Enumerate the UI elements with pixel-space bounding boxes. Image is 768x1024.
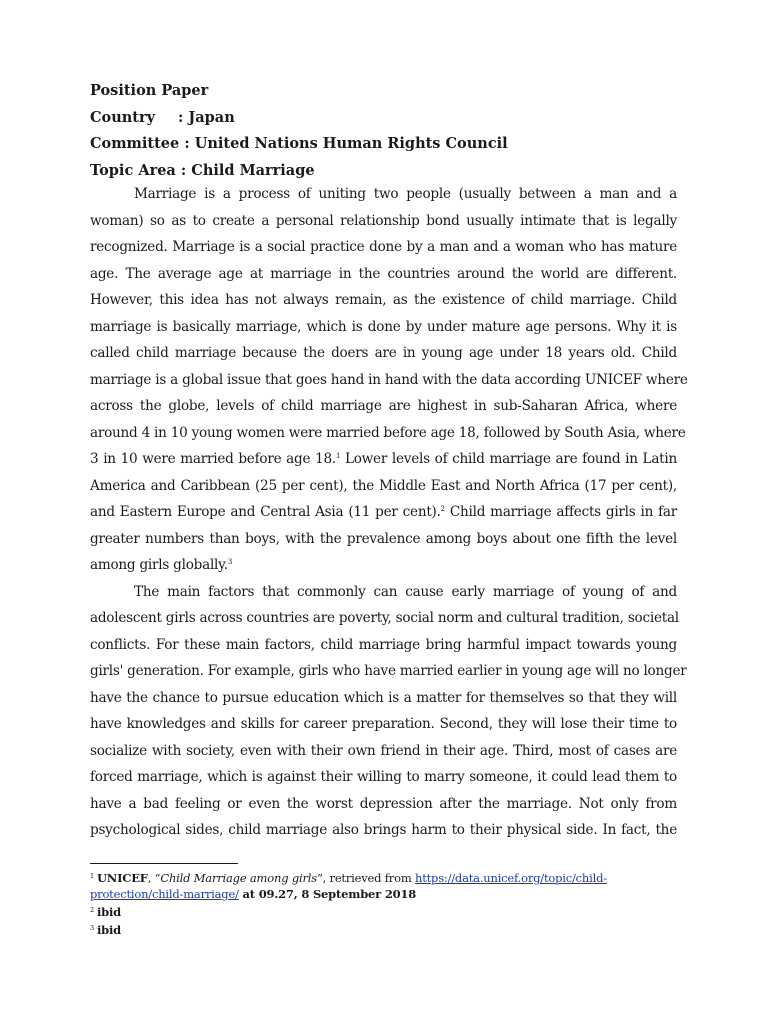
footnote-number: 1 [90,872,94,880]
committee-value: : United Nations Human Rights Council [179,135,508,152]
footnote-date: at 09.27, 8 September 2018 [238,887,417,901]
paper-header [90,78,690,184]
footnotes [90,868,690,938]
footnote-title: Child Marriage among girls [160,871,317,885]
footnote-text: ibid [96,905,121,919]
footnote-1-cont [90,886,690,902]
body-line [90,499,677,526]
footnote-ref[interactable]: 3 [227,558,233,566]
topic-label: Topic Area [90,161,176,179]
body-line: have the chance to pursue education which is a matter for themselves so that they will [90,689,677,706]
body-text: Lower levels of child marriage are found in Latin [340,451,677,467]
body-line: called child marriage because the doers are in young age under 18 years old. Child [90,345,677,361]
country-value: : Japan [178,108,235,126]
footnote-number: 3 [90,924,94,932]
footnote-ref[interactable]: 2 [440,505,445,513]
country-label: Country [90,108,156,126]
paper-title: Position Paper [90,82,209,99]
body-line: However, this idea has not always remain, as the existence of child marriage. Child [90,292,677,308]
committee-label: Committee [90,135,180,152]
body-line: have a bad feeling or even the worst depression after the marriage. Not only from [90,795,677,812]
body-line: woman) so as to create a personal relationship bond usually intimate that is legally [90,212,677,229]
footnote-ref[interactable]: 1 [335,452,341,460]
body-line: recognized. Marriage is a social practice done by a man and a woman who has mature [90,239,677,255]
footnote-link[interactable]: https://data.unicef.org/topic/child- [415,871,607,885]
footnote-number: 2 [90,906,94,914]
body-line: Marriage is a process of uniting two people (usually between a man and a [134,186,677,202]
body-line: psychological sides, child marriage also brings harm to their physical side. In fact, the [90,822,677,838]
footnote-text: ibid [96,923,121,937]
body-line: across the globe, levels of child marriage are highest in sub-Saharan Africa, where [90,398,677,414]
committee-row [90,131,690,158]
body-text: and Eastern Europe and Central Asia (11 per cent). [90,504,441,520]
body-text: 3 in 10 were married before age 18. [90,451,336,467]
body-line: around 4 in 10 young women were married before age 18, followed by South Asia, where [90,424,686,441]
body-line [90,552,677,579]
body-line: socialize with society, even with their own friend in their age. Third, most of cases are [90,742,677,759]
body-line [90,446,677,473]
body-line: marriage is a global issue that goes hand in hand with the data according UNICEF where [90,371,688,388]
body-line: The main factors that commonly can cause early marriage of young of and [134,583,677,600]
footnote-divider [90,863,238,864]
footnote-link[interactable]: protection/child-marriage/ [90,887,239,901]
topic-value: : Child Marriage [175,161,315,179]
footnote-2 [90,902,690,920]
country-row [90,105,690,132]
body-line: girls' generation. For example, girls who have married earlier in young age will no longer [90,663,687,679]
footnote-3 [90,920,690,938]
body-line: forced marriage, which is against their willing to marry someone, it could lead them to [90,769,677,785]
paper-body [90,181,688,844]
footnote-text: ”, retrieved from [316,871,415,885]
body-line: adolescent girls across countries are poverty, social norm and cultural tradition, societal [90,610,679,626]
body-text: Child marriage affects girls in far [444,504,677,520]
body-line: marriage is basically marriage, which is done by under mature age persons. Why it is [90,318,677,335]
body-text: among girls globally. [90,557,228,573]
footnote-source: UNICEF [96,871,148,885]
footnote-text: , “ [147,871,161,885]
body-line: have knowledges and skills for career preparation. Second, they will lose their time to [90,716,677,732]
body-line: conflicts. For these main factors, child marriage bring harmful impact towards young [90,636,677,653]
footnote-1 [90,868,690,886]
body-line: America and Caribbean (25 per cent), the Middle East and North Africa (17 per cent), [90,477,677,494]
body-line: greater numbers than boys, with the prevalence among boys about one fifth the level [90,530,677,547]
body-line: age. The average age at marriage in the countries around the world are different. [90,265,677,282]
